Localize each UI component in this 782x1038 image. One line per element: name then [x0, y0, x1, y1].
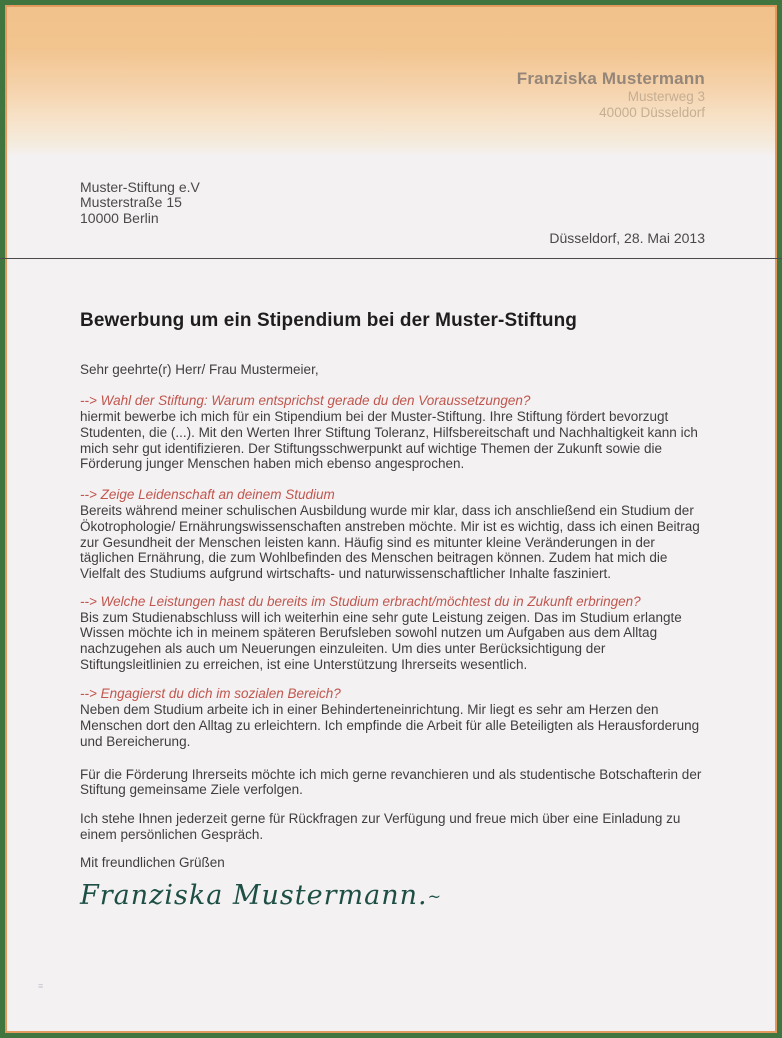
section-body: Bereits während meiner schulischen Ausbildung wurde mir klar, dass ich anschließend ein Studium der Ökotrophologie/ Ernährungswissenschaften anstreben möchte. Mir ist es wichtig, dass ich einen Beitrag zur Gesundheit der Menschen leisten kann. Häufig sind es mitunter kleine Veränderungen in der täglichen Ernährung, die zum Wohlbefinden des Menschen beitragen können. Zudem hat mich die Vielfalt des Studiums aufgrund wirtschafts- und naturwissenschaftlicher Inhalte fasziniert.	[80, 503, 700, 581]
section-body: hiermit bewerbe ich mich für ein Stipendium bei der Muster-Stiftung. Ihre Stiftung fördert bevorzugt Studenten, die (...). Mit den Werten Ihrer Stiftung Toleranz, Hilfsbereitschaft und Nachhaltigkeit kann ich mich sehr gut identifizieren. Der Stiftungsschwerpunkt auf wichtige Themen der Zukunft sowie die Förderung junger Menschen haben mich ebenso angesprochen.	[80, 409, 698, 472]
letter-page	[7, 7, 775, 1031]
closing-paragraph: Für die Förderung Ihrerseits möchte ich mich gerne revanchieren und als studentische Botschafterin der Stiftung gemeinsame Ziele verfolgen.	[80, 766, 702, 798]
sender-city: 40000 Düsseldorf	[599, 105, 705, 120]
regards-line: Mit freundlichen Grüßen	[80, 855, 225, 871]
closing-paragraph: Ich stehe Ihnen jederzeit gerne für Rückfragen zur Verfügung und freue mich über eine Einladung zu einem persönlichen Gespräch.	[80, 810, 681, 842]
section-choice-of-foundation	[80, 393, 705, 472]
section-passion-for-studies	[80, 487, 705, 582]
letterhead	[7, 7, 775, 155]
section-social-engagement	[80, 686, 705, 749]
subject-line: Bewerbung um ein Stipendium bei der Muster-Stiftung	[80, 309, 578, 331]
letter-body	[7, 179, 775, 912]
section-heading: --> Wahl der Stiftung: Warum entsprichst gerade du den Voraussetzungen?	[80, 393, 531, 409]
section-heading: --> Welche Leistungen hast du bereits im Studium erbracht/möchtest du in Zukunft erbringen?	[80, 593, 641, 609]
section-heading: --> Zeige Leidenschaft an deinem Studium	[80, 487, 335, 503]
recipient-city: 10000 Berlin	[80, 209, 159, 226]
section-body: Neben dem Studium arbeite ich in einer Behinderteneinrichtung. Mir liegt es sehr am Herzen den Menschen dort den Alltag zu erleichtern. Ich empfinde die Arbeit für alle Beteiligten als Herausforderung und Bereicherung.	[80, 702, 700, 749]
salutation: Sehr geehrte(r) Herr/ Frau Mustermeier,	[80, 361, 319, 377]
corner-mark: ≡	[38, 981, 44, 991]
recipient-street: Musterstraße 15	[80, 194, 182, 211]
horizontal-rule	[0, 258, 782, 259]
signature-name: Franziska Mustermann.	[80, 880, 428, 912]
section-heading: --> Engagierst du dich im sozialen Bereich?	[80, 686, 341, 702]
recipient-address	[80, 180, 705, 226]
signature-flourish: ~	[427, 887, 441, 907]
date-line: Düsseldorf, 28. Mai 2013	[549, 230, 705, 247]
page-frame-inner-border	[5, 5, 777, 1033]
section-achievements	[80, 594, 705, 673]
signature	[80, 880, 705, 912]
sender-street: Musterweg 3	[627, 89, 705, 104]
section-body: Bis zum Studienabschluss will ich weiterhin eine sehr gute Leistung zeigen. Das im Studium erlangte Wissen möchte ich in meinem späteren Berufsleben sowohl nutzen um Aufgaben aus dem Alltag nachzugehen als auch um Neuerungen einzuleiten. Um dies unter Berücksichtigung der Stiftungsleitlinien zu erreichen, ist eine Unterstützung Ihrerseits wesentlich.	[80, 609, 682, 672]
sender-name: Franziska Mustermann	[516, 69, 705, 88]
recipient-name: Muster-Stiftung e.V	[80, 179, 200, 195]
